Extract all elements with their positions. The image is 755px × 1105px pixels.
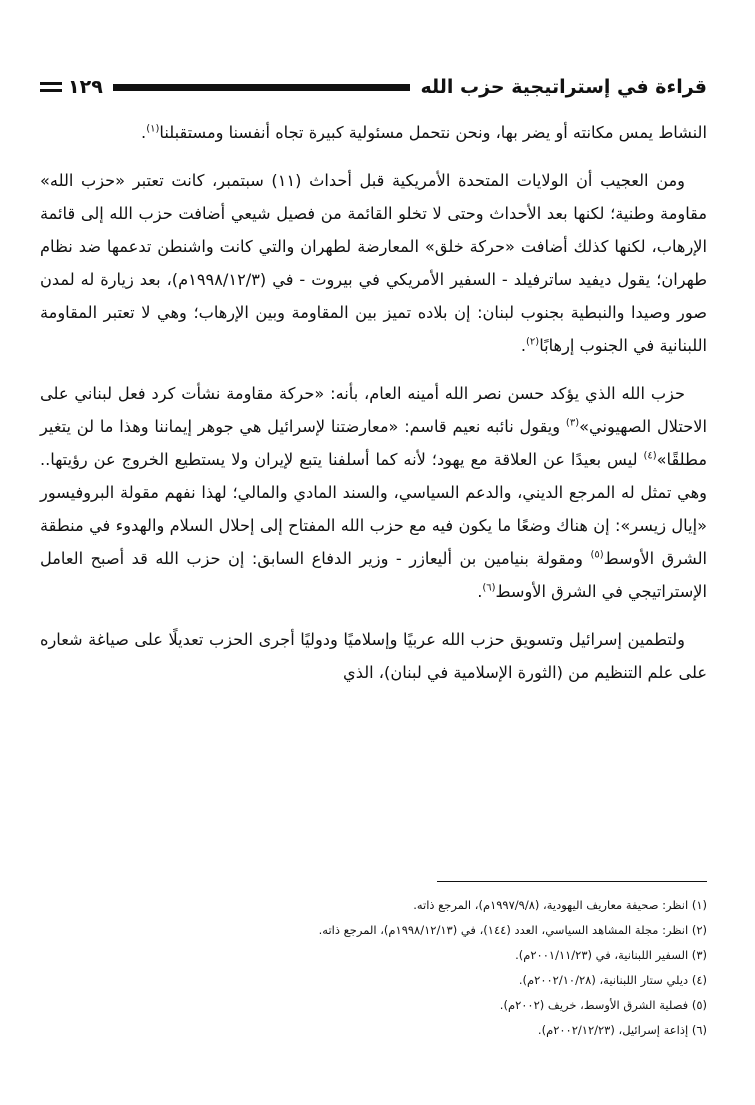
footnote-3: (٣) السفير اللبنانية، في (٢٠٠١/١١/٢٣م). bbox=[515, 948, 707, 962]
footnote-ref: (٤) bbox=[643, 450, 657, 462]
main-text bbox=[40, 116, 707, 704]
footnote-ref: (١) bbox=[146, 123, 160, 135]
footnote-1: (١) انظر: صحيفة معاريف اليهودية، (١٩٩٧/٩/٨م)، المرجع ذاته. bbox=[413, 898, 707, 912]
header-double-line-marker bbox=[40, 82, 62, 92]
footnote-ref: (٣) bbox=[565, 417, 580, 429]
footnote-2: (٢) انظر: مجلة المشاهد السياسي، العدد (١٤٤)، في (١٩٩٨/١٢/١٣م)، المرجع ذاته. bbox=[318, 923, 707, 937]
footnote-ref: (٢) bbox=[526, 336, 540, 348]
footnote-4: (٤) ديلي ستار اللبنانية، (٢٠٠٢/١٠/٢٨م). bbox=[518, 973, 707, 987]
running-header bbox=[40, 70, 707, 104]
header-title: قراءة في إستراتيجية حزب الله bbox=[420, 76, 707, 98]
footnote-separator bbox=[437, 881, 707, 882]
footnote-ref: (٥) bbox=[590, 549, 604, 561]
page-number: ١٢٩ bbox=[68, 76, 103, 98]
book-page bbox=[40, 0, 707, 1105]
paragraph-2: ومن العجيب أن الولايات المتحدة الأمريكية قبل أحداث (١١) سبتمبر، كانت تعتبر «حزب الله» مقاومة وطنية؛ لكنها بعد الأحداث وحتى لا تخلو القائمة من فصيل شيعي أضافت حزب الله إلى قائمة الإرهاب، لكنها كذلك أضافت «حركة خلق» المعارضة لطهران والتي كانت واشنطن تدعمها ضد نظام طهران؛ يقول ديفيد ساترفيلد - السفير الأمريكي في بيروت - في (١٩٩٨/١٢/٣م)، بعد زيارة له لمدن صور وصيدا والنبطية بجنوب لبنان: إن بلاده تميز بين المقاومة وبين الإرهاب؛ وهي لا تعتبر المقاومة اللبنانية في الجنوب إرهابًا$^{(٢)}$. bbox=[40, 171, 708, 355]
paragraph-3: حزب الله الذي يؤكد حسن نصر الله أمينه العام، بأنه: «حركة مقاومة نشأت كرد فعل لبناني على الاحتلال الصهيوني»$^{(٣)}$ ويقول نائبه نعيم قاسم: «معارضتنا لإسرائيل هي جوهر إيماننا وهذا ما لن يتغير مطلقًا»$^{(٤)}$ ليس بعيدًا عن العلاقة مع يهود؛ لأنه كما أسلفنا يتبع لإيران ولا يستطيع الخروج عن رؤيتها.. وهي تمثل له المرجع الديني، والدعم السياسي، والسند المادي والمالي؛ لهذا نفهم مقولة البروفيسور «إيال زيسر»: إن هناك وضعًا ما يكون فيه مع حزب الله المفتاح إلى إحلال السلام والهدوء في منطقة الشرق الأوسط$^{(٥)}$ ومقولة بنيامين بن أليعازر - وزير الدفاع السابق: إن حزب الله قد أصبح العامل الإستراتيجي في الشرق الأوسط$^{(٦)}$. bbox=[40, 384, 707, 601]
header-rule bbox=[113, 84, 411, 91]
paragraph-1: النشاط يمس مكانته أو يضر بها، ونحن نتحمل مسئولية كبيرة تجاه أنفسنا ومستقبلنا$^{(١)}$. bbox=[141, 123, 707, 142]
footnote-ref: (٦) bbox=[482, 582, 496, 594]
footnote-5: (٥) فصلية الشرق الأوسط، خريف (٢٠٠٢م). bbox=[499, 998, 707, 1012]
footnote-6: (٦) إذاعة إسرائيل، (٢٠٠٢/١٢/٢٣م). bbox=[537, 1023, 707, 1037]
footnotes-list bbox=[40, 893, 707, 1043]
paragraph-4: ولتطمين إسرائيل وتسويق حزب الله عربيًا وإسلاميًا ودوليًا أجرى الحزب تعديلًا على صياغة شعاره على علم التنظيم من (الثورة الإسلامية في لبنان)، الذي bbox=[40, 630, 707, 682]
